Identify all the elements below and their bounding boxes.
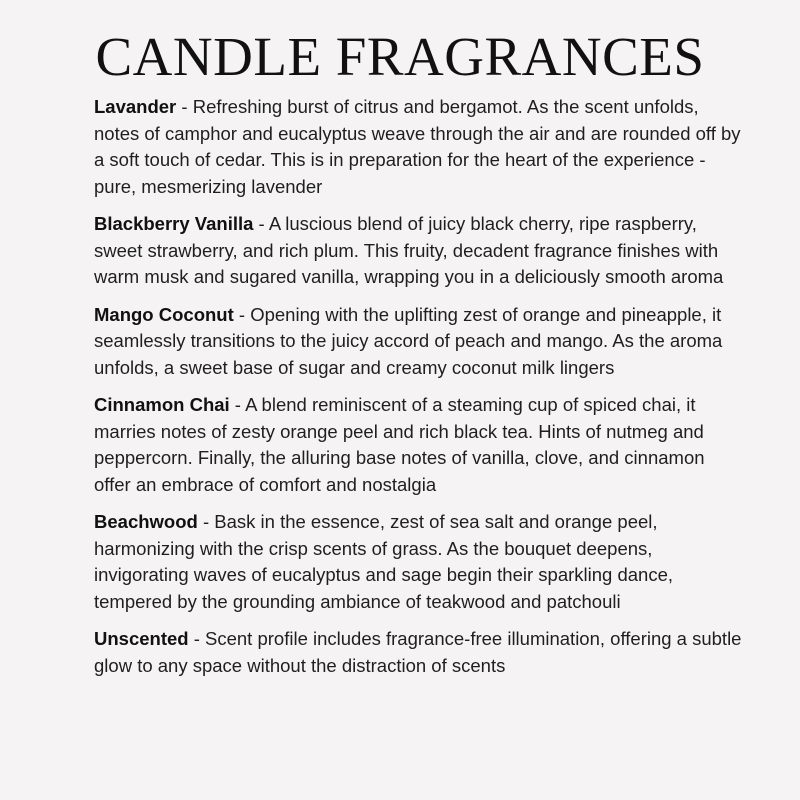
page-title: CANDLE FRAGRANCES bbox=[95, 26, 705, 87]
fragrance-entry-beachwood bbox=[94, 509, 744, 615]
fragrance-name: Lavander bbox=[94, 96, 177, 117]
fragrance-entry-mango-coconut bbox=[94, 302, 744, 382]
fragrance-name: Cinnamon Chai bbox=[94, 394, 230, 415]
fragrance-list bbox=[94, 94, 744, 679]
fragrance-description: - Refreshing burst of citrus and bergamot. As the scent unfolds, notes of camphor and eucalyptus weave through the air and are rounded off by a soft touch of cedar. This is in preparation for the heart of the experience - pure, mesmerizing lavender bbox=[94, 96, 741, 197]
fragrance-name: Unscented bbox=[94, 628, 189, 649]
fragrance-entry-cinnamon-chai bbox=[94, 392, 744, 498]
fragrance-description: - Opening with the uplifting zest of orange and pineapple, it seamlessly transitions to the juicy accord of peach and mango. As the aroma unfolds, a sweet base of sugar and creamy coconut milk lingers bbox=[94, 303, 723, 378]
fragrance-description: - Scent profile includes fragrance-free illumination, offering a subtle glow to any space without the distraction of scents bbox=[94, 628, 742, 676]
fragrance-name: Blackberry Vanilla bbox=[94, 213, 254, 234]
fragrance-name: Beachwood bbox=[94, 511, 198, 532]
fragrance-entry-unscented bbox=[94, 626, 744, 679]
fragrance-entry-blackberry-vanilla bbox=[94, 211, 744, 291]
fragrance-name: Mango Coconut bbox=[94, 303, 234, 325]
fragrance-description: - A luscious blend of juicy black cherry, ripe raspberry, sweet strawberry, and rich plum. This fruity, decadent fragrance finishes with warm musk and sugared vanilla, wrapping you in a deliciously smooth aroma bbox=[94, 213, 724, 287]
fragrance-description: - Bask in the essence, zest of sea salt and orange peel, harmonizing with the crisp scents of grass. As the bouquet deepens, invigorating waves of eucalyptus and sage begin their sparkling dance, tempered by the grounding ambiance of teakwood and patchouli bbox=[94, 511, 674, 612]
fragrance-description: - A blend reminiscent of a steaming cup of spiced chai, it marries notes of zesty orange peel and rich black tea. Hints of nutmeg and peppercorn. Finally, the alluring base notes of vanilla, clove, and cinnamon offer an embrace of comfort and nostalgia bbox=[94, 394, 705, 495]
fragrance-entry-lavander bbox=[94, 94, 744, 200]
